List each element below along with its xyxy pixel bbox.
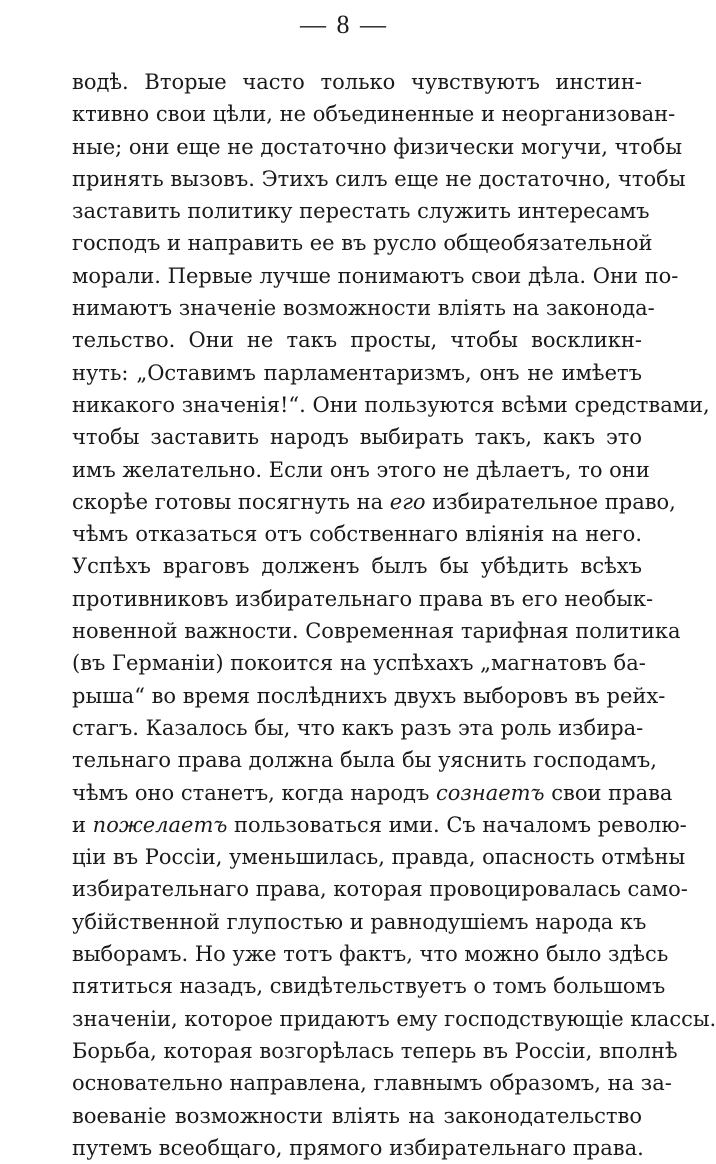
text-segment: чѣмъ отказаться отъ собственнаго влiянiя на него. bbox=[72, 522, 642, 547]
text-segment: нимаютъ значенiе возможности влiять на законода- bbox=[72, 296, 655, 321]
text-line bbox=[72, 712, 642, 744]
text-line bbox=[72, 938, 669, 970]
text-segment: заставить политику перестать служить интересамъ bbox=[72, 199, 650, 224]
text-segment: чѣмъ оно станетъ, когда народъ bbox=[72, 780, 436, 805]
text-line bbox=[72, 1132, 642, 1164]
text-line bbox=[72, 744, 657, 776]
text-line bbox=[72, 421, 642, 453]
text-segment: морали. Первые лучше понимаютъ свои дѣла. Они по- bbox=[72, 263, 679, 288]
text-segment: воеванiе возможности влiять на законодательство bbox=[72, 1103, 642, 1128]
text-line bbox=[72, 195, 650, 227]
text-segment: тельство. Они не такъ просты, чтобы воскликн- bbox=[72, 328, 642, 353]
text-segment: чтобы заставить народъ выбирать такъ, какъ это bbox=[72, 425, 642, 450]
text-segment: никакого значенiя!“. Они пользуются всѣми средствами, bbox=[72, 392, 710, 417]
text-segment: имъ желательно. Если онъ этого не дѣлаетъ, то они bbox=[72, 457, 650, 482]
text-line bbox=[72, 66, 642, 98]
text-line bbox=[72, 131, 683, 163]
text-line bbox=[72, 518, 642, 550]
text-line bbox=[72, 550, 642, 582]
italic-text-segment: сознаетъ bbox=[436, 780, 545, 805]
text-segment: ные; они еще не достаточно физически могучи, чтобы bbox=[72, 134, 683, 159]
text-segment: скорѣе готовы посягнуть на bbox=[72, 489, 390, 514]
text-segment: основательно направлена, главнымъ образомъ, на за- bbox=[72, 1071, 672, 1096]
text-line bbox=[72, 680, 666, 712]
text-segment: убiйственной глупостью и равнодушiемъ народа къ bbox=[72, 909, 647, 934]
text-segment: стагъ. Казалось бы, что какъ разъ эта роль избира- bbox=[72, 715, 644, 740]
text-line bbox=[72, 647, 646, 679]
text-segment: рыша“ во время послѣднихъ двухъ выборовъ въ рейх- bbox=[72, 683, 666, 708]
text-line bbox=[72, 1067, 672, 1099]
text-line bbox=[72, 324, 642, 356]
text-segment: нуть: „Оставимъ парламентаризмъ, онъ не имѣетъ bbox=[72, 360, 642, 385]
text-segment: господъ и направить ее въ русло общеобязательной bbox=[72, 231, 653, 256]
text-segment: Успѣхъ враговъ долженъ былъ бы убѣдить всѣхъ bbox=[72, 554, 642, 579]
text-segment: принять вызовъ. Этихъ силъ еще не достаточно, чтобы bbox=[72, 166, 686, 191]
text-line bbox=[72, 389, 710, 421]
text-segment: свои права bbox=[544, 780, 673, 805]
text-line bbox=[72, 1035, 678, 1067]
text-line bbox=[72, 615, 681, 647]
text-line bbox=[72, 906, 647, 938]
text-segment: и bbox=[72, 812, 93, 837]
text-segment: тельнаго права должна была бы уяснить господамъ, bbox=[72, 748, 657, 773]
text-line bbox=[72, 1100, 642, 1132]
text-line bbox=[72, 841, 686, 873]
text-line bbox=[72, 873, 688, 905]
text-line bbox=[72, 260, 679, 292]
text-segment: избирательнаго права, которая провоцировалась само- bbox=[72, 877, 688, 902]
text-segment: пятиться назадъ, свидѣтельствуетъ о томъ большомъ bbox=[72, 974, 666, 999]
text-line bbox=[72, 970, 666, 1002]
text-line bbox=[72, 163, 686, 195]
text-segment: избирательное право, bbox=[425, 489, 676, 514]
text-segment: новенной важности. Современная тарифная политика bbox=[72, 619, 681, 644]
text-line bbox=[72, 777, 673, 809]
text-segment: Борьба, которая возгорѣлась теперь въ Россiи, вполнѣ bbox=[72, 1038, 678, 1063]
text-segment: выборамъ. Но уже тотъ фактъ, что можно было здѣсь bbox=[72, 942, 669, 967]
text-line bbox=[72, 292, 655, 324]
text-segment: путемъ всеобщаго, прямого избирательнаго права. bbox=[72, 1135, 644, 1160]
text-line bbox=[72, 227, 653, 259]
text-line bbox=[72, 486, 676, 518]
text-line bbox=[72, 357, 642, 389]
text-line bbox=[72, 98, 676, 130]
text-segment: водѣ. Вторые часто только чувствуютъ инстин- bbox=[72, 70, 642, 94]
text-line bbox=[72, 454, 650, 486]
italic-text-segment: пожелаетъ bbox=[92, 812, 228, 837]
text-segment: значенiи, которое придаютъ ему господствующiе классы. bbox=[72, 1006, 716, 1031]
text-line bbox=[72, 1003, 716, 1035]
body-text bbox=[72, 66, 716, 1164]
text-segment: пользоваться ими. Съ началомъ револю- bbox=[227, 812, 687, 837]
text-segment: ктивно свои цѣли, не объединенные и неорганизован- bbox=[72, 102, 676, 127]
page-number-header: — 8 — bbox=[300, 10, 388, 39]
text-segment: противниковъ избирательнаго права въ его необык- bbox=[72, 586, 654, 611]
text-segment: цiи въ Россiи, уменьшилась, правда, опасность отмѣны bbox=[72, 845, 686, 870]
text-segment: (въ Германiи) покоится на успѣхахъ „магнатовъ ба- bbox=[72, 651, 646, 676]
italic-text-segment: его bbox=[389, 489, 426, 514]
text-line bbox=[72, 583, 654, 615]
text-line bbox=[72, 809, 687, 841]
